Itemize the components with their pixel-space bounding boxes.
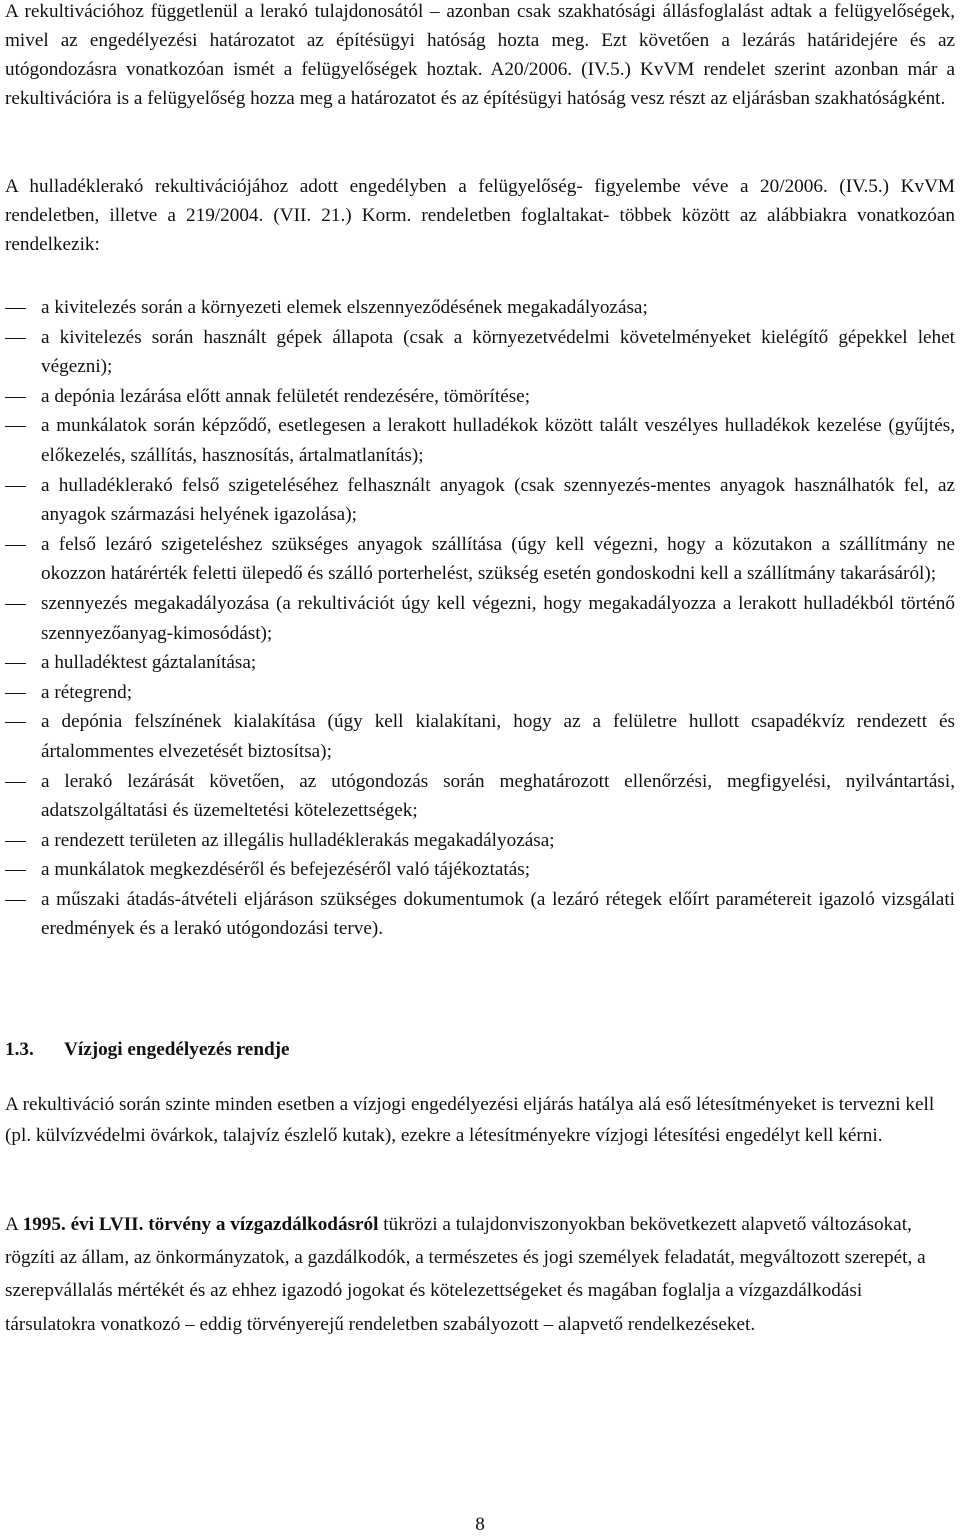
dash-bullet-icon [5, 663, 26, 664]
requirements-list [0, 293, 960, 944]
section-number: 1.3. [5, 1039, 34, 1060]
list-item: a hulladéktest gáztalanítása; [0, 648, 955, 678]
list-item: a kivitelezés során használt gépek állapota (csak a környezetvédelmi követelményeket kielégítő gépekkel lehet végezni); [0, 323, 955, 382]
list-item: a hulladéklerakó felső szigeteléséhez felhasznált anyagok (csak szennyezés-mentes anyagok használhatók fel, az anyagok származási helyének igazolása); [0, 471, 955, 530]
dash-bullet-icon [5, 486, 26, 487]
page-number: 8 [475, 1514, 485, 1535]
list-item: a depónia lezárása előtt annak felületét rendezésére, tömörítése; [0, 382, 955, 412]
dash-bullet-icon [5, 693, 26, 694]
dash-bullet-icon [5, 308, 26, 309]
dash-bullet-icon [5, 397, 26, 398]
dash-bullet-icon [5, 545, 26, 546]
dash-bullet-icon [5, 426, 26, 427]
intro-paragraph-1: A rekultivációhoz függetlenül a lerakó tulajdonosától – azonban csak szakhatósági állásfoglalást adtak a felügyelőségek, mivel az engedélyezési határozatot az építésügyi hatóság hozta meg. Ezt követően a lezárás határidejére és az utógondozásra vonatkozóan ismét a felügyelőségek hoztak. A20/2006. (IV.5.) KvVM rendelet szerint azonban már a rekultivációra is a felügyelőség hozza meg a határozatot és az építésügyi hatóság vesz részt az eljárásban szakhatóságként. [5, 1, 955, 109]
list-item: a munkálatok során képződő, esetlegesen a lerakott hulladékok között talált veszélyes hulladékok kezelése (gyűjtés, előkezelés, szállítás, hasznosítás, ártalmatlanítás); [0, 411, 955, 470]
intro-paragraph-2: A hulladéklerakó rekultivációjához adott engedélyben a felügyelőség- figyelembe véve a 20/2006. (IV.5.) KvVM rendeletben, illetve a 219/2004. (VII. 21.) Korm. rendeletben foglaltakat- többek között az alábbiakra vonatkozóan rendelkezik: [5, 176, 955, 255]
list-item: a műszaki átadás-átvételi eljáráson szükséges dokumentumok (a lezáró rétegek előírt paramétereit igazoló vizsgálati eredmények és a lerakó utógondozási terve). [0, 885, 955, 944]
water-paragraph: A rekultiváció során szinte minden esetben a vízjogi engedélyezési eljárás hatálya alá eső létesítményeket is tervezni kell (pl. külvízvédelmi övárkok, talajvíz észlelő kutak), ezekre a létesítményekre vízjogi létesítési engedélyt kell kérni. [5, 1094, 935, 1146]
section-heading [5, 1035, 290, 1064]
dash-bullet-icon [5, 841, 26, 842]
dash-bullet-icon [5, 900, 26, 901]
list-item: a kivitelezés során a környezeti elemek elszennyeződésének megakadályozása; [0, 293, 955, 323]
law-title: 1995. évi LVII. törvény a vízgazdálkodásról [22, 1214, 379, 1235]
law-prefix: A [5, 1214, 23, 1235]
list-item: szennyezés megakadályozása (a rekultivációt úgy kell végezni, hogy megakadályozza a lerakott hulladékból történő szennyezőanyag-kimosódást); [0, 589, 955, 648]
section-title: Vízjogi engedélyezés rendje [64, 1039, 290, 1060]
law-paragraph [5, 1208, 955, 1341]
list-item: a rendezett területen az illegális hulladéklerakás megakadályozása; [0, 826, 955, 856]
list-item: a lerakó lezárását követően, az utógondozás során meghatározott ellenőrzési, megfigyelési, nyilvántartási, adatszolgáltatási és üzemeltetési kötelezettségek; [0, 767, 955, 826]
list-item: a depónia felszínének kialakítása (úgy kell kialakítani, hogy az a felületre hullott csapadékvíz rendezett és ártalommentes elvezetését biztosítsa); [0, 707, 955, 766]
list-item: a munkálatok megkezdéséről és befejezéséről való tájékoztatás; [0, 855, 955, 885]
dash-bullet-icon [5, 870, 26, 871]
dash-bullet-icon [5, 782, 26, 783]
dash-bullet-icon [5, 338, 26, 339]
list-item: a rétegrend; [0, 678, 955, 708]
list-item: a felső lezáró szigeteléshez szükséges anyagok szállítása (úgy kell végezni, hogy a közutakon a szállítmány ne okozzon határérték feletti ülepedő és szálló porterhelést, szükség esetén gondoskodni kell a szállítmány takarásáról); [0, 530, 955, 589]
dash-bullet-icon [5, 722, 26, 723]
law-text: tükrözi a tulajdonviszonyokban bekövetkezett alapvető változásokat, rögzíti az állam, az önkormányzatok, a gazdálkodók, a természetes és jogi személyek feladatát, megváltozott szerepét, a szerepvállalás mértékét és az ehhez igazodó jogokat és kötelezettségeket és magában foglalja a vízgazdálkodási társulatokra vonatkozó – eddig törvényerejű rendeletben szabályozott – alapvető rendelkezéseket. [5, 1214, 926, 1335]
dash-bullet-icon [5, 604, 26, 605]
